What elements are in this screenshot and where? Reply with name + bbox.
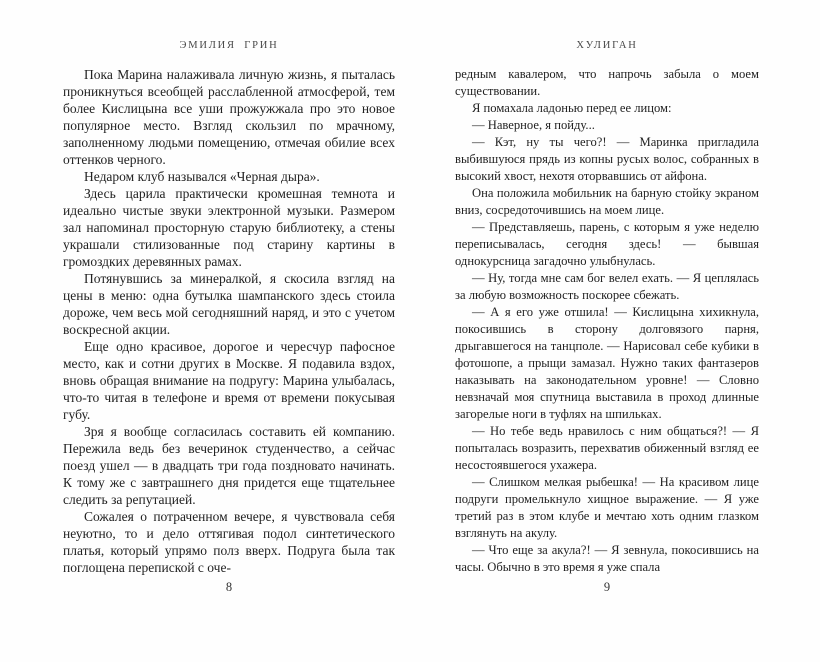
paragraph: Сожалея о потраченном вечере, я чувствовала себя неуютно, то и дело оттягивая подол синтетического платья, который упрямо полз вверх. Подруга была так поглощена перепиской с оче- (63, 509, 395, 575)
paragraph: Потянувшись за минералкой, я скосила взгляд на цены в меню: одна бутылка шампанского здесь стоила дороже, чем весь мой сегодняшний наряд, и это с учетом воскресной акции. (63, 271, 395, 337)
right-running-header: ХУЛИГАН (576, 40, 638, 51)
paragraph: Недаром клуб назывался «Черная дыра». (84, 169, 320, 184)
paragraph: — Наверное, я пойду... (472, 118, 595, 132)
left-running-header: ЭМИЛИЯ ГРИН (179, 40, 279, 51)
paragraph: Я помахала ладонью перед ее лицом: (472, 101, 672, 115)
paragraph: — Но тебе ведь нравилось с ним общаться?! — Я попыталась возразить, перехватив обиженный взгляд ее несостоявшегося ухажера. (455, 424, 759, 472)
paragraph: Она положила мобильник на барную стойку экраном вниз, сосредоточившись на моем лице. (455, 186, 759, 217)
paragraph: Еще одно красивое, дорогое и чересчур пафосное место, как и сотни других в Москве. Я подавила вздох, вновь обращая внимание на подругу: Марина улыбалась, что-то читая в телефоне и время от времени покусывая губу. (63, 339, 395, 422)
paragraph: — Слишком мелкая рыбешка! — На красивом лице подруги промелькнуло хищное выражение. — Я уже третий раз в этом клубе и мечтаю хоть одним глазком взглянуть на акулу. (455, 475, 759, 540)
paragraph: — Что еще за акула?! — Я зевнула, покосившись на часы. Обычно в это время я уже спала (455, 543, 759, 574)
right-page (455, 40, 759, 640)
left-page-number: 8 (225, 580, 233, 594)
paragraph: Здесь царила практически кромешная темнота и идеально чистые звуки электронной музыки. Размером зал напоминал просторную старую библиотеку, а стены украшали стилизованные под старину картины в громоздких деревянных рамах. (63, 186, 395, 269)
paragraph: — Ну, тогда мне сам бог велел ехать. — Я цеплялась за любую возможность поскорее сбежать. (455, 271, 759, 302)
left-page (63, 40, 395, 640)
paragraph: — Представляешь, парень, с которым я уже неделю переписывалась, сегодня здесь! — бывшая однокурсница загадочно улыбнулась. (455, 220, 759, 268)
left-page-body (63, 66, 395, 593)
paragraph: Пока Марина налаживала личную жизнь, я пыталась проникнуться всеобщей расслабленной атмосферой, тем более Кислицына все уши прожужжала про это новое популярное место. Взгляд скользил по мрачному, заполненному людьми помещению, отмечая обилие всех оттенков черного. (63, 67, 395, 167)
paragraph: — Кэт, ну ты чего?! — Маринка пригладила выбившуюся прядь из копны русых волос, собранных в высокий хвост, нехотя оторвавшись от айфона. (455, 135, 759, 183)
paragraph: — А я его уже отшила! — Кислицына хихикнула, покосившись в сторону долговязого парня, дрыгавшегося на танцполе. — Нарисовал себе кубики в фотошопе, а прыщи замазал. Нужно таких фантазеров наказывать на законодательном уровне! — Словно невзначай моя спутница выставила в проход длинные загорелые ноги в туфлях на шпильках. (455, 305, 759, 421)
paragraph: Зря я вообще согласилась составить ей компанию. Пережила ведь без вечеринок студенчество, а сейчас поезд ушел — в двадцать три года поздновато начинать. К тому же с завтрашнего дня придется еще тщательнее следить за репутацией. (63, 424, 395, 507)
right-page-body (455, 66, 759, 593)
paragraph: редным кавалером, что напрочь забыла о моем существовании. (455, 67, 759, 98)
right-page-number: 9 (603, 580, 611, 594)
